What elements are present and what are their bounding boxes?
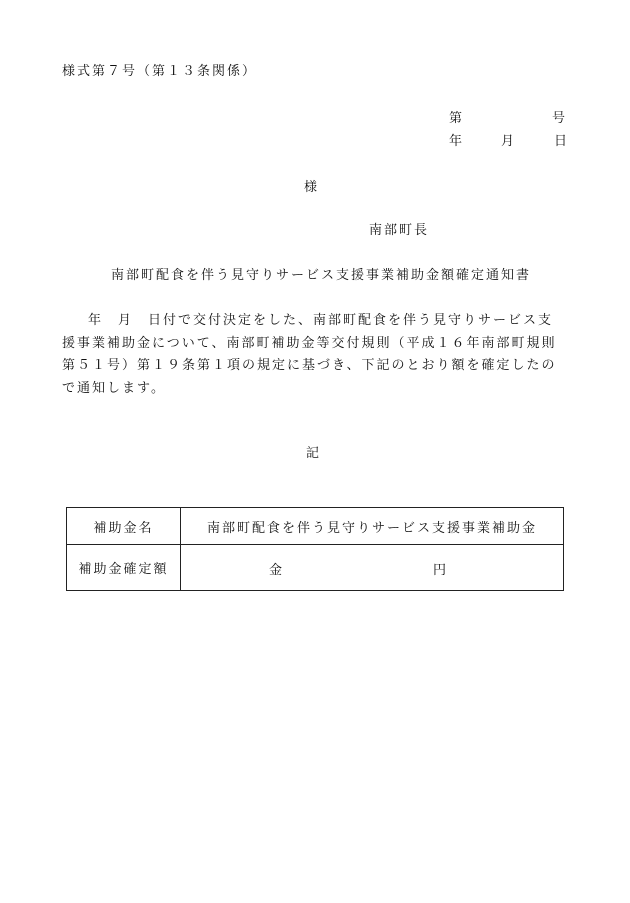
ki-heading: 記 bbox=[306, 446, 322, 461]
date-month: 月 bbox=[501, 134, 517, 149]
document-number-suffix: 号 bbox=[552, 111, 568, 126]
amount-kin: 金 bbox=[269, 563, 285, 578]
date-year: 年 bbox=[449, 134, 465, 149]
addressee-honorific: 様 bbox=[304, 180, 320, 195]
document-body: 年 月 日付で交付決定をした、南部町配食を伴う見守りサービス支援事業補助金について、南部町補助金等交付規則（平成１６年南部町規則第５１号）第１９条第１項の規定に基づき、下記のとおり額を確定したので通知します。 bbox=[62, 313, 557, 396]
subsidy-amount-label: 補助金確定額 bbox=[67, 545, 181, 591]
subsidy-name-label: 補助金名 bbox=[67, 508, 181, 545]
document-number-prefix: 第 bbox=[449, 111, 465, 126]
subsidy-table bbox=[66, 507, 564, 591]
document-title: 南部町配食を伴う見守りサービス支援事業補助金額確定通知書 bbox=[111, 268, 532, 283]
table-row bbox=[67, 545, 564, 591]
sender-title: 南部町長 bbox=[369, 223, 430, 238]
table-row bbox=[67, 508, 564, 545]
date-day: 日 bbox=[554, 134, 570, 149]
amount-yen: 円 bbox=[433, 563, 449, 578]
form-number: 様式第７号（第１３条関係） bbox=[62, 64, 258, 79]
subsidy-amount-cell bbox=[181, 545, 564, 591]
subsidy-name-value: 南部町配食を伴う見守りサービス支援事業補助金 bbox=[181, 508, 564, 545]
